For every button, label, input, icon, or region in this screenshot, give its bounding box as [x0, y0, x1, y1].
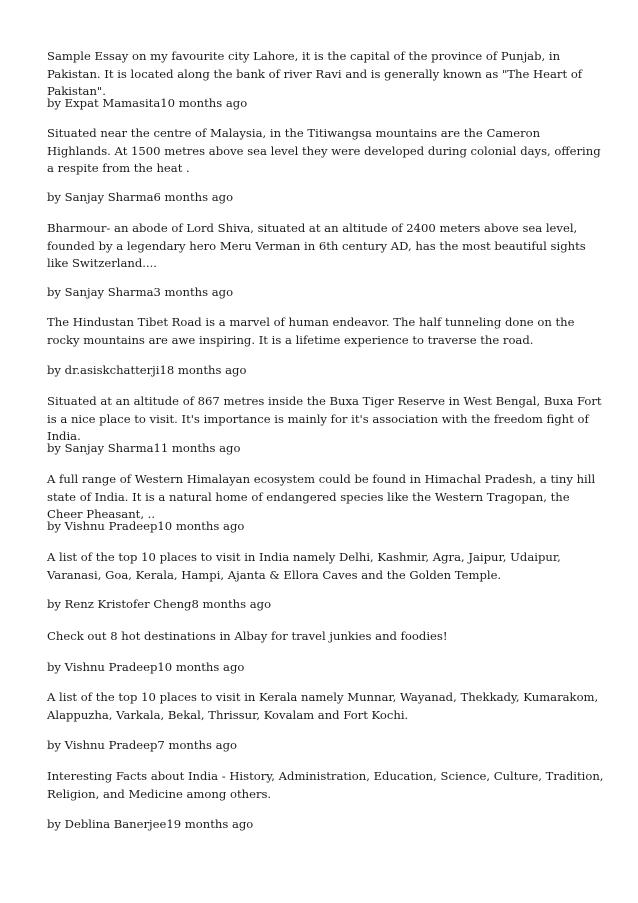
entry-byline: by Sanjay Sharma11 months ago: [47, 441, 241, 455]
entry-description: Sample Essay on my favourite city Lahore, it is the capital of the province of Punjab, in Pakistan. It is located along the bank of river Ravi and is generally known as "The Heart of Pakistan".: [47, 49, 583, 98]
entry-description: A list of the top 10 places to visit in India namely Delhi, Kashmir, Agra, Jaipur, Udaipur, Varanasi, Goa, Kerala, Hampi, Ajanta & Ellora Caves and the Golden Temple.: [47, 550, 561, 582]
entry-byline: by Sanjay Sharma6 months ago: [47, 190, 234, 204]
entry-description: Bharmour- an abode of Lord Shiva, situated at an altitude of 2400 meters above sea level, founded by a legendary hero Meru Verman in 6th century AD, has the most beautiful sights like Switzerland....: [47, 221, 586, 270]
entry-byline: by Renz Kristofer Cheng8 months ago: [47, 597, 272, 611]
entry-description: A full range of Western Himalayan ecosystem could be found in Himachal Pradesh, a tiny hill state of India. It is a natural home of endangered species like the Western Tragopan, the Cheer Pheasant, ..: [47, 472, 596, 521]
entry-description: Situated near the centre of Malaysia, in the Titiwangsa mountains are the Cameron Highlands. At 1500 metres above sea level they were developed during colonial days, offering a respite from the heat .: [47, 126, 601, 175]
entry-byline: by dr.asiskchatterji18 months ago: [47, 363, 247, 377]
entry-description: Situated at an altitude of 867 metres inside the Buxa Tiger Reserve in West Bengal, Buxa Fort is a nice place to visit. It's importance is mainly for it's association with the freedom fight of India.: [47, 394, 602, 443]
entry-byline: by Vishnu Pradeep10 months ago: [47, 519, 245, 533]
entry-byline: by Expat Mamasita10 months ago: [47, 96, 248, 110]
entry-description: Check out 8 hot destinations in Albay for travel junkies and foodies!: [47, 629, 448, 643]
entry-byline: by Deblina Banerjee19 months ago: [47, 817, 254, 831]
entry-description: A list of the top 10 places to visit in Kerala namely Munnar, Wayanad, Thekkady, Kumarakom, Alappuzha, Varkala, Bekal, Thrissur, Kovalam and Fort Kochi.: [47, 690, 599, 722]
entry-byline: by Sanjay Sharma3 months ago: [47, 285, 234, 299]
entry-byline: by Vishnu Pradeep10 months ago: [47, 660, 245, 674]
entry-byline: by Vishnu Pradeep7 months ago: [47, 738, 237, 752]
entry-description: The Hindustan Tibet Road is a marvel of human endeavor. The half tunneling done on the rocky mountains are awe inspiring. It is a lifetime experience to traverse the road.: [47, 315, 575, 347]
entry-description: Interesting Facts about India - History, Administration, Education, Science, Culture, Tradition, Religion, and Medicine among others.: [47, 769, 604, 801]
